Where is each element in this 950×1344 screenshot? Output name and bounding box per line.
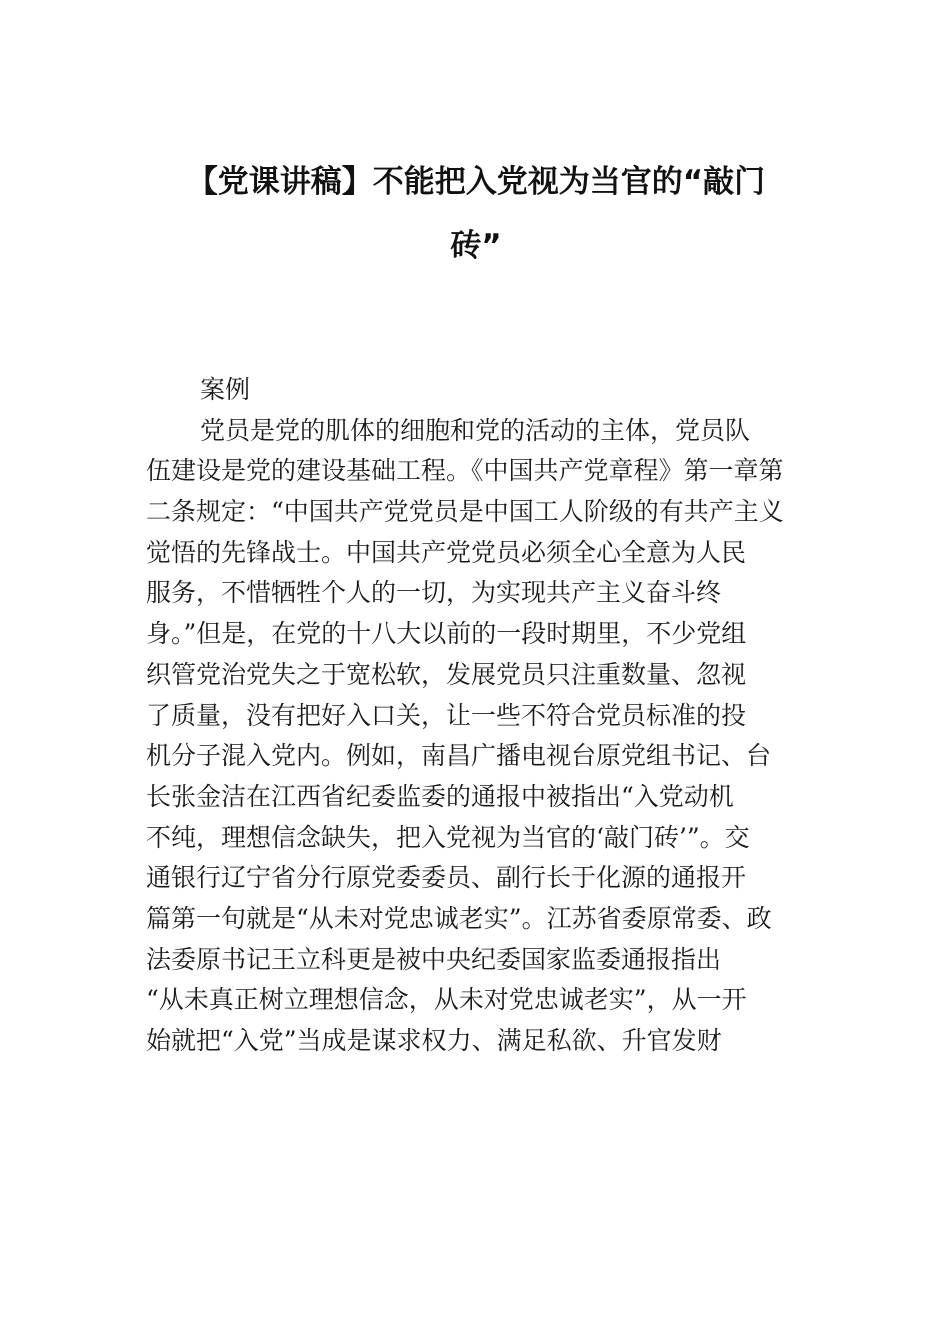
body-line: 身。”但是，在党的十八大以前的一段时期里，不少党组 — [146, 619, 747, 649]
body-line: 长张金洁在江西省纪委监委的通报中被指出“入党动机 — [146, 781, 734, 811]
body-line: 了质量，没有把好入口关，让一些不符合党员标准的投 — [146, 700, 747, 730]
body-line: 始就把“入党”当成是谋求权力、满足私欲、升官发财 — [146, 1026, 722, 1055]
document-body — [146, 370, 826, 1062]
body-line: 不纯，理想信念缺失，把入党视为当官的‘敲门砖’”。交 — [146, 822, 750, 852]
document-title — [146, 150, 806, 278]
body-line: “从未真正树立理想信念，从未对党忠诚老实”，从一开 — [146, 985, 747, 1015]
body-line: 机分子混入党内。例如，南昌广播电视台原党组书记、台 — [146, 741, 772, 771]
body-line: 伍建设是党的建设基础工程。《中国共产党章程》第一章第 — [146, 456, 784, 486]
body-line: 篇第一句就是“从未对党忠诚老实”。江苏省委原常委、政 — [146, 903, 772, 933]
body-line: 二条规定：“中国共产党党员是中国工人阶级的有共产主义 — [146, 497, 784, 527]
title-line-1: 【党课讲稿】不能把入党视为当官的“敲门 — [186, 164, 766, 200]
body-line: 法委原书记王立科更是被中央纪委国家监委通报指出 — [146, 944, 722, 974]
section-heading: 案例 — [200, 375, 251, 404]
title-line-2: 砖” — [450, 228, 502, 264]
body-line: 服务，不惜牺牲个人的一切，为实现共产主义奋斗终 — [146, 578, 722, 608]
body-line: 织管党治党失之于宽松软，发展党员只注重数量、忽视 — [146, 659, 747, 689]
body-line: 党员是党的肌体的细胞和党的活动的主体，党员队 — [200, 415, 751, 445]
body-line: 觉悟的先锋战士。中国共产党党员必须全心全意为人民 — [146, 537, 747, 567]
body-line: 通银行辽宁省分行原党委委员、副行长于化源的通报开 — [146, 863, 747, 893]
